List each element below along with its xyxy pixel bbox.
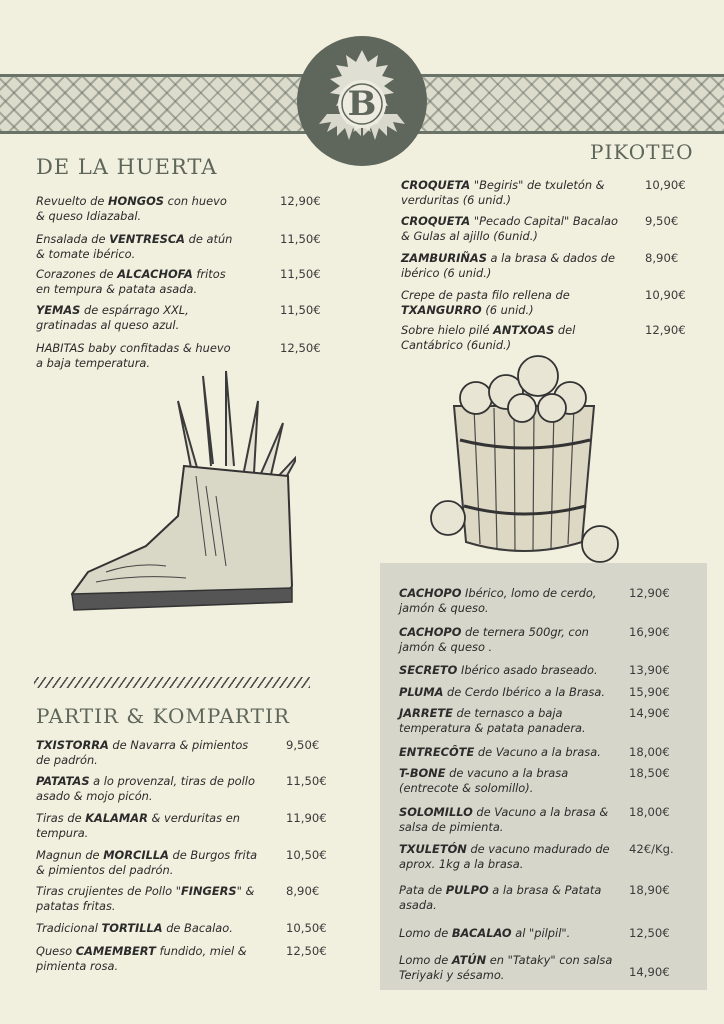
menu-item-text: "Pecado Capital" Bacalao & Gulas al ajillo (6unid.) (401, 214, 618, 243)
menu-item-highlight: BACALAO (451, 926, 512, 940)
menu-item-description (399, 805, 617, 835)
menu-item-text: de Burgos frita & pimientos del padrón. (36, 848, 258, 877)
menu-item (36, 921, 336, 936)
menu-item-highlight: PLUMA (399, 685, 444, 699)
menu-item (399, 766, 679, 796)
menu-item-text: de Cerdo Ibérico a la Brasa. (443, 685, 606, 699)
menu-item-highlight: ZAMBURIÑAS (401, 251, 487, 265)
menu-item-price: 12,50€ (629, 926, 670, 940)
menu-item-highlight: ENTRECÔTE (399, 745, 475, 759)
menu-item-highlight: CACHOPO (399, 586, 462, 600)
menu-item (401, 178, 695, 208)
menu-item-price: 11,90€ (286, 811, 327, 825)
menu-item-text: Lomo de (399, 926, 452, 940)
menu-item-description (36, 774, 262, 804)
menu-item-text: HABITAS baby confitadas & huevo a baja temperatura. (36, 341, 231, 370)
menu-item (399, 706, 679, 736)
menu-item-text: Pata de (399, 883, 446, 897)
menu-item-price: 18,00€ (629, 745, 670, 759)
menu-item (36, 884, 336, 914)
menu-item-text: fritos en tempura & patata asada. (36, 267, 226, 296)
menu-item-highlight: KALAMAR (85, 811, 148, 825)
menu-item-description (401, 214, 627, 244)
menu-item-price: 14,90€ (629, 965, 670, 979)
menu-item-price: 12,50€ (280, 341, 321, 355)
section-title-pikoteo: PIKOTEO (590, 140, 694, 164)
menu-item-highlight: TXISTORRA (36, 738, 109, 752)
menu-item (36, 738, 336, 768)
menu-item-description (399, 745, 617, 760)
menu-item-highlight: VENTRESCA (109, 232, 186, 246)
menu-item-description (399, 706, 617, 736)
menu-item-description (36, 267, 236, 297)
menu-item-text: Crepe de pasta filo rellena de (401, 288, 570, 302)
menu-item-text: Lomo de (399, 953, 452, 967)
section-title-huerta: DE LA HUERTA (36, 155, 218, 179)
menu-item (401, 251, 695, 281)
menu-item-highlight: SOLOMILLO (399, 805, 473, 819)
menu-item-highlight: CROQUETA (401, 214, 471, 228)
menu-item-price: 18,00€ (629, 805, 670, 819)
menu-item-description (36, 811, 262, 841)
menu-item-description (36, 848, 262, 878)
menu-item-text: en "Tataky" con salsa Teriyaki y sésamo. (399, 953, 613, 982)
menu-item-text: al "pilpil". (511, 926, 571, 940)
menu-item (36, 232, 330, 262)
menu-item-description (401, 288, 627, 318)
menu-item-text: Ibérico asado braseado. (457, 663, 598, 677)
menu-item (36, 194, 330, 224)
menu-item-highlight: CAMEMBERT (75, 944, 156, 958)
menu-item-highlight: YEMAS (36, 303, 81, 317)
menu-item-highlight: ATÚN (451, 953, 487, 967)
menu-item-text: Queso (36, 944, 76, 958)
menu-item-description (36, 738, 262, 768)
menu-item-text: Magnun de (36, 848, 104, 862)
menu-item-description (36, 884, 262, 914)
menu-item-description (401, 251, 627, 281)
menu-item-text: Corazones de (36, 267, 118, 281)
menu-item-price: 42€/Kg. (629, 842, 674, 856)
menu-item-text: a lo provenzal, tiras de pollo asado & mojo picón. (36, 774, 255, 803)
apple-basket-icon (424, 346, 624, 566)
menu-item-price: 10,90€ (645, 288, 686, 302)
menu-item-description (399, 926, 617, 941)
menu-item-text: " & patatas fritas. (36, 884, 255, 913)
menu-item-text: Sobre hielo pilé (401, 323, 494, 337)
menu-item-price: 16,90€ (629, 625, 670, 639)
menu-item-text: (6 unid.) (481, 303, 534, 317)
menu-item-price: 12,90€ (629, 586, 670, 600)
menu-item (399, 926, 679, 941)
menu-item-description (36, 303, 236, 333)
menu-item-highlight: TORTILLA (101, 921, 163, 935)
menu-item-description (399, 586, 617, 616)
menu-item-text: de atún & tomate ibérico. (36, 232, 233, 261)
menu-item-text: de espárrago XXL, gratinadas al queso azul. (36, 303, 189, 332)
menu-item-description (399, 625, 617, 655)
menu-item-text: de ternasco a baja temperatura & patata panadera. (399, 706, 586, 735)
menu-item-highlight: MORCILLA (103, 848, 169, 862)
menu-item (399, 883, 679, 913)
menu-item (399, 953, 679, 983)
menu-item-text: de Bacalao. (162, 921, 233, 935)
menu-item-description (399, 842, 617, 872)
boot-with-asparagus-icon (66, 366, 296, 626)
menu-item-highlight: CROQUETA (401, 178, 471, 192)
menu-item-price: 11,50€ (286, 774, 327, 788)
menu-item-text: Revuelto de (36, 194, 108, 208)
menu-item-price: 11,50€ (280, 232, 321, 246)
menu-item (36, 774, 336, 804)
menu-item-text: a la brasa & dados de ibérico (6 unid.) (401, 251, 616, 280)
menu-item (36, 267, 330, 297)
menu-item-price: 18,90€ (629, 883, 670, 897)
hatched-divider (34, 677, 310, 688)
menu-item (399, 745, 679, 760)
restaurant-logo (297, 36, 427, 166)
menu-item-price: 13,90€ (629, 663, 670, 677)
menu-item-price: 11,50€ (280, 303, 321, 317)
menu-item-description (36, 921, 262, 936)
menu-item-description (36, 194, 236, 224)
menu-item-highlight: TXULETÓN (399, 842, 467, 856)
menu-item (399, 625, 679, 655)
menu-item-price: 10,50€ (286, 848, 327, 862)
menu-item-text: de vacuno madurado de aprox. 1kg a la brasa. (399, 842, 610, 871)
menu-item-text: de Vacuno a la brasa. (474, 745, 601, 759)
menu-item-highlight: TXANGURRO (401, 303, 482, 317)
menu-item-highlight: JARRETE (399, 706, 453, 720)
menu-item-description (401, 178, 627, 208)
menu-item-description (399, 953, 617, 983)
menu-item (399, 586, 679, 616)
menu-item-highlight: T-BONE (399, 766, 446, 780)
menu-item-highlight: ALCACHOFA (117, 267, 193, 281)
menu-item-text: fundido, miel & pimienta rosa. (36, 944, 247, 973)
menu-item-price: 15,90€ (629, 685, 670, 699)
menu-item (401, 288, 695, 318)
menu-item-price: 8,90€ (286, 884, 320, 898)
menu-item-price: 11,50€ (280, 267, 321, 281)
menu-item-text: Tiras crujientes de Pollo " (36, 884, 181, 898)
menu-item-text: de ternera 500gr, con jamón & queso . (399, 625, 589, 654)
menu-item-text: a la brasa & Patata asada. (399, 883, 602, 912)
menu-item-text: Tradicional (36, 921, 102, 935)
menu-item-text: del Cantábrico (6unid.) (401, 323, 576, 352)
menu-item-price: 18,50€ (629, 766, 670, 780)
menu-item-description (399, 663, 617, 678)
menu-item (36, 848, 336, 878)
menu-item-text: Tiras de (36, 811, 86, 825)
menu-item-text: Ensalada de (36, 232, 110, 246)
menu-item-price: 10,50€ (286, 921, 327, 935)
menu-item-description (36, 232, 236, 262)
menu-item-text: con huevo & queso Idiazabal. (36, 194, 227, 223)
menu-item (36, 811, 336, 841)
menu-item-price: 10,90€ (645, 178, 686, 192)
menu-item (399, 805, 679, 835)
logo-letter: B (347, 84, 377, 124)
menu-item-highlight: FINGERS (180, 884, 237, 898)
menu-item-text: & verduritas en tempura. (36, 811, 240, 840)
menu-item-highlight: SECRETO (399, 663, 458, 677)
menu-item-price: 8,90€ (645, 251, 679, 265)
menu-item (399, 663, 679, 678)
menu-item-text: Ibérico, lomo de cerdo, jamón & queso. (399, 586, 597, 615)
menu-item-text: de Navarra & pimientos de padrón. (36, 738, 249, 767)
menu-item-description (399, 766, 617, 796)
menu-item-highlight: PATATAS (36, 774, 90, 788)
menu-item (401, 214, 695, 244)
section-title-kompartir: PARTIR & KOMPARTIR (36, 704, 290, 728)
menu-item-price: 12,90€ (280, 194, 321, 208)
menu-item-price: 12,90€ (645, 323, 686, 337)
menu-item-highlight: ANTXOAS (493, 323, 555, 337)
menu-item (399, 685, 679, 700)
menu-item-highlight: PULPO (445, 883, 489, 897)
menu-item-description (36, 944, 262, 974)
menu-item-text: de vacuno a la brasa (entrecote & solomillo). (399, 766, 569, 795)
menu-item-price: 14,90€ (629, 706, 670, 720)
menu-item-highlight: CACHOPO (399, 625, 462, 639)
menu-item-text: "Begiris" de txuletón & verduritas (6 unid.) (401, 178, 605, 207)
menu-item-price: 9,50€ (645, 214, 679, 228)
menu-item-highlight: HONGOS (107, 194, 164, 208)
menu-item (399, 842, 679, 872)
menu-item (36, 944, 336, 974)
menu-item-description (399, 883, 617, 913)
menu-item-description (399, 685, 617, 700)
menu-item (36, 303, 330, 333)
menu-item-price: 9,50€ (286, 738, 320, 752)
menu-item-text: de Vacuno a la brasa & salsa de pimienta. (399, 805, 609, 834)
menu-item-price: 12,50€ (286, 944, 327, 958)
